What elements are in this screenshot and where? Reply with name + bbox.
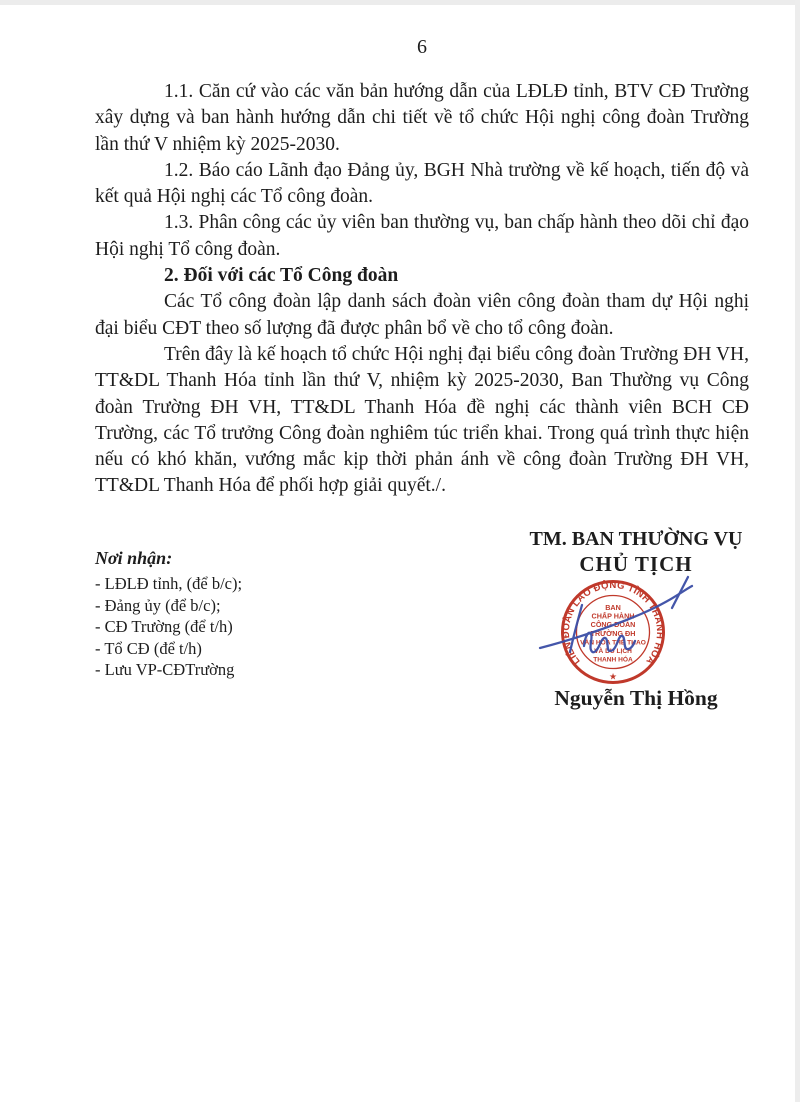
paragraph-2-1: Các Tổ công đoàn lập danh sách đoàn viên công đoàn tham dự Hội nghị đại biểu CĐT theo số lượng đã được phân bổ về cho tổ công đoàn.	[95, 291, 749, 339]
recipients-label: Nơi nhận:	[95, 548, 173, 568]
page-number: 6	[417, 36, 427, 58]
recipient-item: - Đảng ủy (để b/c);	[95, 595, 221, 615]
paragraph-1-1: 1.1. Căn cứ vào các văn bản hướng dẫn của LĐLĐ tỉnh, BTV CĐ Trường xây dựng và ban hành hướng dẫn chi tiết về tổ chức Hội nghị công đoàn Trường lần thứ V nhiệm kỳ 2025-2030.	[95, 81, 749, 155]
recipient-item: - CĐ Trường (để t/h)	[95, 617, 233, 636]
recipients-block	[95, 548, 242, 681]
recipient-item: - Tổ CĐ (để t/h)	[95, 638, 202, 658]
scan-right-edge	[795, 0, 800, 1102]
stamp-inner-line: CHẤP HÀNH	[591, 611, 635, 621]
stamp-inner-line: VĂN HÓA THỂ THAO	[580, 639, 646, 647]
title-line: CHỦ TỊCH	[579, 552, 693, 576]
paragraph-closing: Trên đây là kế hoạch tổ chức Hội nghị đại biểu công đoàn Trường ĐH VH, TT&DL Thanh Hóa tỉnh lần thứ V, nhiệm kỳ 2025-2030, Ban Thường vụ Công đoàn Trường ĐH VH, TT&DL Thanh Hóa đề nghị các thành viên BCH CĐ Trường, các Tổ trưởng Công đoàn nghiêm túc triển khai. Trong quá trình thực hiện nếu có khó khăn, vướng mắc kịp thời phản ánh về công đoàn Trường ĐH VH, TT&DL Thanh Hóa để phối hợp giải quyết./.	[95, 343, 749, 497]
authority-line: TM. BAN THƯỜNG VỤ	[529, 528, 743, 550]
signature-block	[520, 528, 752, 728]
stamp-inner-line: CÔNG ĐOÀN	[590, 620, 636, 630]
recipient-item: - LĐLĐ tỉnh, (để b/c);	[95, 574, 243, 593]
paragraph-1-3: 1.3. Phân công các ủy viên ban thường vụ, ban chấp hành theo dõi chỉ đạo Hội nghị Tổ công đoàn.	[95, 212, 749, 260]
stamp-star-icon: ★	[608, 671, 618, 682]
paragraph-1-2: 1.2. Báo cáo Lãnh đạo Đảng ủy, BGH Nhà trường về kế hoạch, tiến độ và kết quả Hội nghị các Tổ công đoàn.	[95, 159, 749, 208]
recipient-item: - Lưu VP-CĐTrường	[95, 660, 235, 679]
signer-name: Nguyễn Thị Hồng	[554, 686, 718, 710]
official-stamp	[526, 572, 706, 694]
stamp-inner-line: VÀ DU LỊCH	[594, 648, 632, 655]
document-body	[95, 79, 749, 500]
stamp-inner-line: THANH HÓA	[593, 656, 633, 664]
scan-top-edge	[0, 0, 800, 5]
section-heading-2: 2. Đối với các Tổ Công đoàn	[164, 265, 399, 287]
stamp-inner-line: BAN	[605, 603, 621, 612]
stamp-inner-line: TRƯỜNG ĐH	[590, 628, 636, 638]
stamp-ring-text: LIÊN ĐOÀN LAO ĐỘNG TỈNH THANH HÓA	[560, 579, 666, 667]
